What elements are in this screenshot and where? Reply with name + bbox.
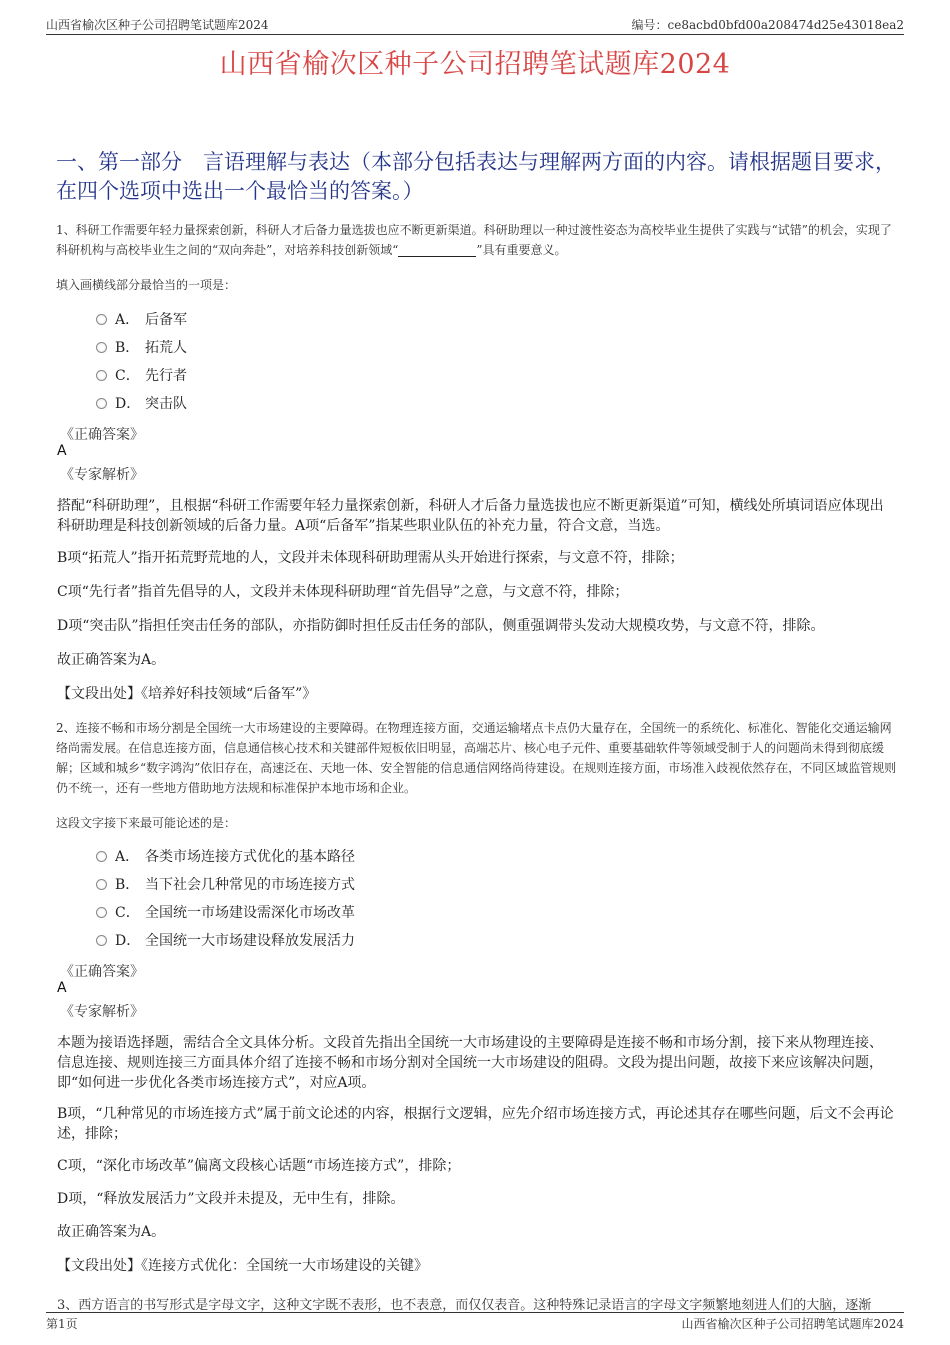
source-line: 【文段出处】《连接方式优化：全国统一大市场建设的关键》	[57, 1258, 428, 1274]
option-b[interactable]: B． 拓荒人	[96, 333, 187, 361]
option-d[interactable]: D． 全国统一大市场建设释放发展活力	[96, 926, 355, 954]
analysis-paragraph: D项“突击队”指担任突击任务的部队，亦指防御时担任反击任务的部队，侧重强调带头发动大规模攻势，与文意不符，排除。	[57, 618, 825, 634]
option-a[interactable]: A． 后备军	[96, 305, 187, 333]
analysis-paragraph: 本题为接语选择题，需结合全文具体分析。文段首先指出全国统一大市场建设的主要障碍是连接不畅和市场分割，接下来从物理连接、信息连接、规则连接三方面具体介绍了连接不畅和市场分割对全国统一大市场建设的阻碍。文段为提出问题，故接下来应该解决问题，即“如何进一步优化各类市场连接方式”，对应A项。	[57, 1035, 883, 1091]
analysis-paragraph: C项“先行者”指首先倡导的人，文段并未体现科研助理“首先倡导”之意，与文意不符，排除；	[57, 584, 629, 600]
radio-icon[interactable]	[96, 370, 107, 381]
analysis-label: 《专家解析》	[60, 1004, 144, 1020]
question-1-options	[96, 305, 187, 417]
header-doc-id: 编号：ce8acbd0bfd00a208474d25e43018ea2	[631, 18, 904, 32]
radio-icon[interactable]	[96, 342, 107, 353]
option-c[interactable]: C． 先行者	[96, 361, 187, 389]
analysis-conclusion: 故正确答案为A。	[57, 652, 166, 668]
question-1-ask: 填入画横线部分最恰当的一项是：	[56, 278, 237, 292]
radio-icon[interactable]	[96, 935, 107, 946]
question-2-options	[96, 842, 355, 954]
source-line: 【文段出处】《培养好科技领域“后备军”》	[57, 686, 317, 702]
answer-value: A	[57, 443, 67, 459]
section-heading: 一、第一部分 言语理解与表达（本部分包括表达与理解两方面的内容。请根据题目要求，在四个选项中选出一个最恰当的答案。）	[56, 150, 896, 203]
option-b[interactable]: B． 当下社会几种常见的市场连接方式	[96, 870, 355, 898]
page-footer	[46, 1312, 904, 1331]
option-c[interactable]: C． 全国统一市场建设需深化市场改革	[96, 898, 355, 926]
analysis-paragraph: 搭配“科研助理”，且根据“科研工作需要年轻力量探索创新，科研人才后备力量选拔也应不断更新渠道”可知，横线处所填词语应体现出科研助理是科技创新领域的后备力量。A项“后备军”指某些职业队伍的补充力量，符合文意，当选。	[57, 498, 884, 534]
answer-label: 《正确答案》	[60, 427, 144, 443]
option-d[interactable]: D． 突击队	[96, 389, 187, 417]
analysis-paragraph: B项，“几种常见的市场连接方式”属于前文论述的内容，根据行文逻辑，应先介绍市场连接方式，再论述其存在哪些问题，后文不会再论述，排除；	[57, 1106, 894, 1142]
next-question-cutoff: 3、西方语言的书写形式是字母文字，这种文字既不表形，也不表意，而仅仅表音。这种特殊记录语言的字母文字频繁地刻进人们的大脑，逐渐	[57, 1298, 872, 1313]
header-title: 山西省榆次区种子公司招聘笔试题库2024	[46, 18, 269, 32]
radio-icon[interactable]	[96, 879, 107, 890]
question-2-stem: 2、连接不畅和市场分割是全国统一大市场建设的主要障碍。在物理连接方面，交通运输堵点卡点仍大量存在，全国统一的系统化、标准化、智能化交通运输网络尚需发展。在信息连接方面，信息通信核心技术和关键部件短板依旧明显，高端芯片、核心电子元件、重要基础软件等领域受制于人的问题尚未得到彻底缓解；区域和城乡“数字鸿沟”依旧存在，高速泛在、天地一体、安全智能的信息通信网络尚待建设。在规则连接方面，市场准入歧视依然存在，不同区域监管规则仍不统一，还有一些地方借助地方法规和标准保护本地市场和企业。	[56, 721, 897, 795]
page-header	[46, 14, 904, 35]
footer-title: 山西省榆次区种子公司招聘笔试题库2024	[681, 1317, 904, 1331]
radio-icon[interactable]	[96, 851, 107, 862]
radio-icon[interactable]	[96, 907, 107, 918]
answer-label: 《正确答案》	[60, 964, 144, 980]
radio-icon[interactable]	[96, 314, 107, 325]
answer-value: A	[57, 980, 67, 996]
document-title: 山西省榆次区种子公司招聘笔试题库2024	[219, 49, 731, 80]
analysis-paragraph: B项“拓荒人”指开拓荒野荒地的人，文段并未体现科研助理需从头开始进行探索，与文意不符，排除；	[57, 550, 684, 566]
page-number: 第1页	[46, 1317, 78, 1331]
answer-blank	[398, 244, 476, 257]
question-1-stem: 1、科研工作需要年轻力量探索创新，科研人才后备力量选拔也应不断更新渠道。科研助理以一种过渡性姿态为高校毕业生提供了实践与“试错”的机会，实现了科研机构与高校毕业生之间的“双向奔赴”，对培养科技创新领域“ ”具有重要意义。	[56, 223, 892, 257]
analysis-paragraph: D项，“释放发展活力”文段并未提及，无中生有，排除。	[57, 1191, 405, 1207]
analysis-paragraph: C项，“深化市场改革”偏离文段核心话题“市场连接方式”，排除；	[57, 1158, 461, 1174]
option-a[interactable]: A． 各类市场连接方式优化的基本路径	[96, 842, 355, 870]
analysis-label: 《专家解析》	[60, 467, 144, 483]
analysis-conclusion: 故正确答案为A。	[57, 1224, 166, 1240]
radio-icon[interactable]	[96, 398, 107, 409]
question-2-ask: 这段文字接下来最可能论述的是：	[56, 816, 237, 830]
